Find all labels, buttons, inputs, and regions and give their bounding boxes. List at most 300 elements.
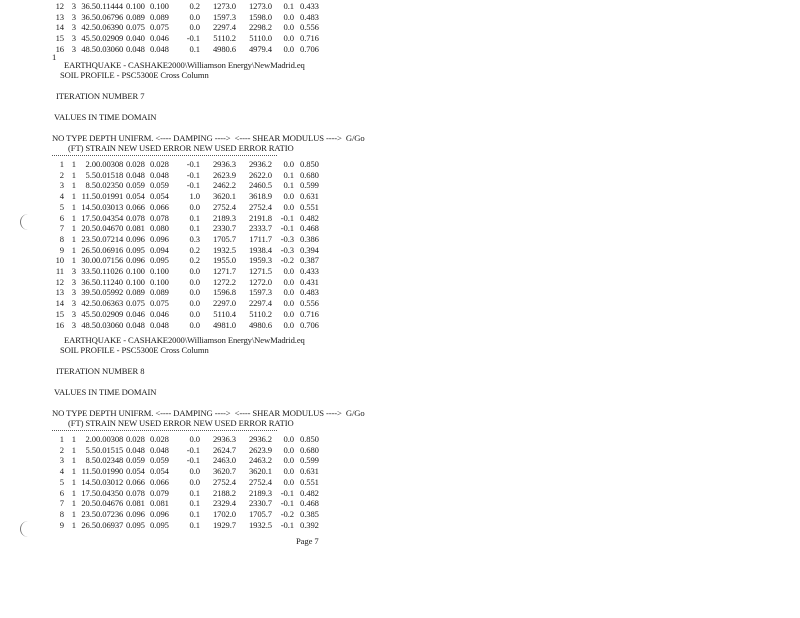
table-cell: 0.0 — [189, 466, 200, 477]
table-cell: 4980.6 — [248, 319, 272, 330]
table-cell: 0.04670 — [96, 223, 124, 234]
header-rule — [52, 155, 277, 156]
table-cell: 0.089 — [126, 287, 145, 298]
table-cell: 2622.0 — [248, 169, 272, 180]
table-cell: 0.054 — [126, 466, 145, 477]
table-cell: -0.1 — [280, 212, 294, 223]
table-cell: 0.048 — [150, 169, 169, 180]
table-cell: 0.0 — [283, 276, 294, 287]
table-cell: 1 — [71, 455, 76, 466]
table-cell: 0.599 — [300, 180, 319, 191]
table-cell: 0.06916 — [96, 244, 124, 255]
table-cell: 0.06363 — [96, 298, 124, 309]
table-cell: 0.059 — [150, 455, 169, 466]
table-cell: 3 — [71, 276, 76, 287]
table-cell: 0.066 — [150, 201, 169, 212]
table-cell: 2462.2 — [212, 180, 236, 191]
table-cell: 0.078 — [150, 212, 169, 223]
table-cell: 0.0 — [283, 159, 294, 169]
table-row — [0, 191, 340, 201]
table-row — [0, 466, 340, 476]
table-cell: 0.0 — [189, 308, 200, 319]
page-number: Page 7 — [296, 536, 319, 546]
table-cell: 16 — [55, 43, 64, 54]
table-cell: 0.096 — [126, 508, 145, 519]
table-cell: 0.631 — [300, 466, 319, 477]
table-cell: 0.551 — [300, 201, 319, 212]
table-cell: 11 — [55, 266, 64, 276]
table-cell: 0.0 — [283, 201, 294, 212]
table-row — [0, 287, 340, 297]
table-cell: 2191.8 — [248, 212, 272, 223]
table-row — [0, 44, 340, 54]
table-cell: 0.066 — [126, 201, 145, 212]
table-cell: 0.06796 — [96, 11, 124, 22]
table-cell: 0.0 — [189, 287, 200, 298]
table-row — [0, 213, 340, 223]
table-cell: 0.07214 — [96, 233, 124, 244]
table-cell: 0.00308 — [96, 159, 124, 169]
table-cell: 0.0 — [283, 287, 294, 298]
table-cell: 36.5 — [81, 11, 96, 22]
table-cell: 3 — [59, 180, 64, 191]
table-cell: 0.631 — [300, 191, 319, 202]
table-cell: 0.0 — [283, 455, 294, 466]
table-cell: 1.0 — [189, 191, 200, 202]
table-cell: 0.048 — [150, 444, 169, 455]
table-cell: 3 — [71, 319, 76, 330]
table-cell: 0.716 — [300, 33, 319, 44]
table-cell: 1 — [71, 223, 76, 234]
table-cell: 0.066 — [126, 476, 145, 487]
table-cell: 0.1 — [189, 508, 200, 519]
table-cell: 2624.7 — [212, 444, 236, 455]
table-cell: 26.5 — [81, 519, 96, 530]
table-row — [0, 22, 340, 32]
table-cell: 0.028 — [126, 434, 145, 444]
table-cell: 3 — [71, 298, 76, 309]
table-cell: 0.0 — [283, 191, 294, 202]
table-cell: 0.0 — [283, 43, 294, 54]
table-cell: -0.1 — [280, 487, 294, 498]
table-cell: 0.075 — [126, 22, 145, 33]
table-cell: 6 — [59, 487, 64, 498]
table-cell: 15 — [55, 33, 64, 44]
soil-profile-line: SOIL PROFILE - PSC5300E Cross Column — [60, 70, 209, 80]
table-cell: 33.5 — [81, 266, 96, 276]
table-cell: 0.081 — [150, 498, 169, 509]
table-cell: 0.1 — [283, 180, 294, 191]
table-cell: 0.096 — [150, 233, 169, 244]
table-cell: 14 — [55, 22, 64, 33]
table-cell: 1932.5 — [212, 244, 236, 255]
table-cell: 0.1 — [189, 223, 200, 234]
table-cell: 13 — [55, 287, 64, 298]
table-cell: 0.0 — [189, 298, 200, 309]
table-cell: 0.094 — [150, 244, 169, 255]
table-cell: 0.054 — [126, 191, 145, 202]
table-cell: 3 — [71, 11, 76, 22]
table-cell: 0.054 — [150, 191, 169, 202]
table-cell: 9 — [59, 519, 64, 530]
table-cell: -0.1 — [280, 223, 294, 234]
table-cell: 2 — [59, 444, 64, 455]
table-cell: 0.0 — [283, 11, 294, 22]
table-row — [0, 434, 340, 444]
table-cell: 1 — [71, 169, 76, 180]
table-cell: 0.1 — [189, 487, 200, 498]
table-cell: 48.5 — [81, 319, 96, 330]
table-cell: 1 — [71, 434, 76, 444]
table-row — [0, 245, 340, 255]
table-cell: 2936.2 — [248, 434, 272, 444]
soil-profile-line: SOIL PROFILE - PSC5300E Cross Column — [60, 345, 209, 355]
table-row — [0, 202, 340, 212]
table-cell: 1 — [71, 159, 76, 169]
table-cell: 5110.2 — [249, 308, 272, 319]
table-cell: 0.01991 — [96, 191, 124, 202]
table-cell: 0.054 — [150, 466, 169, 477]
header-rule — [52, 430, 277, 431]
table-cell: 1 — [71, 444, 76, 455]
table-row — [0, 477, 340, 487]
table-cell: 0.433 — [300, 266, 319, 276]
table-cell: 2333.7 — [248, 223, 272, 234]
table-cell: 3618.9 — [248, 191, 272, 202]
table-row — [0, 520, 340, 530]
table-cell: 23.5 — [81, 508, 96, 519]
table-cell: 0.100 — [126, 276, 145, 287]
table-cell: 0.2 — [189, 255, 200, 266]
table-cell: 0.0 — [189, 22, 200, 33]
table-row — [0, 12, 340, 22]
table-cell: 0.03012 — [96, 476, 124, 487]
table-cell: 0.706 — [300, 43, 319, 54]
table-cell: 3620.1 — [248, 466, 272, 477]
table-cell: 2936.2 — [248, 159, 272, 169]
table-cell: 15 — [55, 308, 64, 319]
table-cell: 5.5 — [85, 444, 96, 455]
earthquake-line: EARTHQUAKE - CASHAKE2000\Williamson Energy\NewMadrid.eq — [64, 60, 305, 70]
table-cell: 2936.3 — [212, 159, 236, 169]
table-cell: 0.01515 — [96, 444, 124, 455]
table-cell: 3620.1 — [212, 191, 236, 202]
table-cell: 1955.0 — [212, 255, 236, 266]
table-cell: 0.089 — [150, 11, 169, 22]
table-cell: 1 — [71, 180, 76, 191]
table-cell: 2297.4 — [248, 298, 272, 309]
table-cell: 0.394 — [300, 244, 319, 255]
table-cell: 4981.0 — [212, 319, 236, 330]
table-cell: 0.096 — [126, 233, 145, 244]
table-cell: -0.1 — [280, 519, 294, 530]
table-cell: 0.07236 — [96, 508, 124, 519]
table-cell: 1272.2 — [212, 276, 236, 287]
table-cell: 0.03060 — [96, 319, 124, 330]
table-cell: 11.5 — [81, 466, 96, 477]
table-row — [0, 498, 340, 508]
table-cell: -0.3 — [280, 244, 294, 255]
table-cell: 0.04676 — [96, 498, 124, 509]
table-cell: 5110.2 — [213, 33, 236, 44]
table-cell: 1273.0 — [212, 1, 236, 11]
table-cell: 14.5 — [81, 201, 96, 212]
table-cell: 2189.3 — [248, 487, 272, 498]
table-cell: 0.100 — [126, 1, 145, 11]
table-cell: -0.2 — [280, 255, 294, 266]
table-cell: 0.680 — [300, 169, 319, 180]
table-cell: 20.5 — [81, 223, 96, 234]
table-cell: 0.11240 — [96, 276, 123, 287]
table-cell: 0.046 — [126, 308, 145, 319]
table-cell: 0.03013 — [96, 201, 124, 212]
table-cell: 0.0 — [189, 201, 200, 212]
table-cell: 0.089 — [150, 287, 169, 298]
table-row — [0, 298, 340, 308]
table-cell: 0.048 — [126, 444, 145, 455]
table-cell: 0.0 — [189, 276, 200, 287]
table-cell: 0.0 — [283, 466, 294, 477]
table-cell: 39.5 — [81, 287, 96, 298]
table-cell: 1 — [71, 466, 76, 477]
table-cell: 0.11444 — [96, 1, 123, 11]
table-cell: 0.066 — [150, 476, 169, 487]
table-row — [0, 33, 340, 43]
table-cell: 36.5 — [81, 276, 96, 287]
table-cell: 0.0 — [189, 266, 200, 276]
table-row — [0, 445, 340, 455]
table-cell: 1 — [71, 487, 76, 498]
table-cell: 1938.4 — [248, 244, 272, 255]
table-cell: 6 — [59, 212, 64, 223]
table-cell: 16 — [55, 319, 64, 330]
table-cell: 5 — [59, 201, 64, 212]
table-cell: 1 — [71, 244, 76, 255]
table-cell: 2460.5 — [248, 180, 272, 191]
table-cell: 0.468 — [300, 223, 319, 234]
table-cell: 0.100 — [150, 1, 169, 11]
table-cell: 2623.9 — [248, 444, 272, 455]
table-cell: 1705.7 — [212, 233, 236, 244]
table-row — [0, 488, 340, 498]
table-cell: 0.0 — [283, 22, 294, 33]
table-cell: 0.01990 — [96, 466, 124, 477]
table-cell: 45.5 — [81, 308, 96, 319]
stray-mark: 1 — [52, 52, 57, 62]
table-cell: 0.06390 — [96, 22, 124, 33]
table-cell: 2623.9 — [212, 169, 236, 180]
table-cell: 42.5 — [81, 22, 96, 33]
iteration-number: ITERATION NUMBER 8 — [56, 366, 145, 376]
table-cell: 3 — [71, 287, 76, 298]
table-row — [0, 255, 340, 265]
table-cell: 2.0 — [85, 159, 96, 169]
table-cell: -0.3 — [280, 233, 294, 244]
table-cell: 0.075 — [126, 298, 145, 309]
table-cell: 17.5 — [81, 487, 96, 498]
table-cell: 5110.0 — [249, 33, 272, 44]
table-cell: 0.04354 — [96, 212, 124, 223]
table-cell: 0.04350 — [96, 487, 124, 498]
table-cell: 0.05992 — [96, 287, 124, 298]
table-cell: 7 — [59, 498, 64, 509]
table-cell: 3 — [71, 308, 76, 319]
table-cell: 0.06937 — [96, 519, 124, 530]
table-cell: 2297.4 — [212, 22, 236, 33]
table-cell: 0.1 — [189, 212, 200, 223]
table-cell: 0.079 — [150, 487, 169, 498]
table-cell: -0.1 — [186, 33, 200, 44]
table-cell: 36.5 — [81, 1, 96, 11]
table-cell: 45.5 — [81, 33, 96, 44]
table-cell: 4 — [59, 466, 64, 477]
table-cell: 0.386 — [300, 233, 319, 244]
table-cell: 0.483 — [300, 11, 319, 22]
table-cell: 0.075 — [150, 298, 169, 309]
table-cell: 0.680 — [300, 444, 319, 455]
table-cell: 1711.7 — [249, 233, 272, 244]
table-cell: 0.048 — [126, 169, 145, 180]
table-header-2: (FT) STRAIN NEW USED ERROR NEW USED ERROR RATIO — [68, 418, 294, 428]
table-cell: 0.483 — [300, 287, 319, 298]
table-cell: 0.385 — [300, 508, 319, 519]
table-cell: 1272.0 — [248, 276, 272, 287]
table-cell: 0.028 — [150, 434, 169, 444]
table-cell: 2330.7 — [248, 498, 272, 509]
table-cell: 5.5 — [85, 169, 96, 180]
table-cell: 0.433 — [300, 1, 319, 11]
table-cell: 0.081 — [126, 223, 145, 234]
table-cell: 48.5 — [81, 43, 96, 54]
table-cell: 0.059 — [150, 180, 169, 191]
earthquake-line: EARTHQUAKE - CASHAKE2000\Williamson Energy\NewMadrid.eq — [64, 335, 305, 345]
table-cell: 0.706 — [300, 319, 319, 330]
table-cell: 0.850 — [300, 434, 319, 444]
table-cell: -0.1 — [186, 180, 200, 191]
table-cell: 0.556 — [300, 298, 319, 309]
table-cell: 2188.2 — [212, 487, 236, 498]
table-cell: 0.078 — [126, 487, 145, 498]
table-cell: 1959.3 — [248, 255, 272, 266]
table-cell: 1271.5 — [248, 266, 272, 276]
table-cell: 8.5 — [85, 180, 96, 191]
table-cell: 4980.6 — [212, 43, 236, 54]
table-row — [0, 234, 340, 244]
table-cell: 11.5 — [81, 191, 96, 202]
table-cell: 0.100 — [150, 276, 169, 287]
table-cell: 0.468 — [300, 498, 319, 509]
table-cell: 1 — [71, 191, 76, 202]
table-cell: 0.0 — [189, 434, 200, 444]
table-row — [0, 1, 340, 11]
table-cell: 2936.3 — [212, 434, 236, 444]
table-cell: 8 — [59, 233, 64, 244]
table-cell: 1 — [71, 519, 76, 530]
table-cell: 0.028 — [126, 159, 145, 169]
table-cell: 1 — [71, 476, 76, 487]
table-cell: 0.0 — [189, 319, 200, 330]
table-cell: 0.080 — [150, 223, 169, 234]
table-cell: 1596.8 — [212, 287, 236, 298]
table-cell: 0.556 — [300, 22, 319, 33]
table-cell: 0.02909 — [96, 308, 124, 319]
table-cell: 10 — [55, 255, 64, 266]
table-cell: -0.2 — [280, 508, 294, 519]
table-cell: 0.1 — [189, 498, 200, 509]
table-cell: 0.040 — [126, 33, 145, 44]
table-cell: 0.482 — [300, 487, 319, 498]
table-cell: 0.716 — [300, 308, 319, 319]
table-cell: 0.095 — [150, 519, 169, 530]
table-row — [0, 509, 340, 519]
table-row — [0, 320, 340, 330]
table-cell: 3 — [71, 266, 76, 276]
table-header-2: (FT) STRAIN NEW USED ERROR NEW USED ERROR RATIO — [68, 143, 294, 153]
table-cell: 2297.0 — [212, 298, 236, 309]
table-cell: 1 — [71, 508, 76, 519]
table-cell: 3 — [71, 22, 76, 33]
table-cell: 2329.4 — [212, 498, 236, 509]
table-cell: 0.07156 — [96, 255, 124, 266]
table-cell: 9 — [59, 244, 64, 255]
table-cell: -0.1 — [280, 498, 294, 509]
table-cell: 0.048 — [150, 319, 169, 330]
table-cell: 8.5 — [85, 455, 96, 466]
table-cell: 0.02348 — [96, 455, 124, 466]
table-cell: 0.0 — [283, 298, 294, 309]
table-cell: 5110.4 — [213, 308, 236, 319]
table-row — [0, 170, 340, 180]
table-cell: 0.0 — [283, 476, 294, 487]
table-cell: 0.02350 — [96, 180, 124, 191]
table-cell: 1271.7 — [212, 266, 236, 276]
table-cell: 26.5 — [81, 244, 96, 255]
table-cell: 1705.7 — [248, 508, 272, 519]
table-cell: 0.00308 — [96, 434, 124, 444]
table-cell: 0.1 — [189, 43, 200, 54]
table-cell: 2.0 — [85, 434, 96, 444]
table-cell: 1597.3 — [248, 287, 272, 298]
iteration-number: ITERATION NUMBER 7 — [56, 91, 145, 101]
table-cell: 1597.3 — [212, 11, 236, 22]
table-cell: 0.0 — [283, 434, 294, 444]
table-cell: 1 — [71, 201, 76, 212]
table-cell: 13 — [55, 11, 64, 22]
table-cell: 0.551 — [300, 476, 319, 487]
table-cell: 0.1 — [283, 169, 294, 180]
table-cell: 12 — [55, 1, 64, 11]
table-cell: 0.3 — [189, 233, 200, 244]
table-cell: 0.431 — [300, 276, 319, 287]
table-cell: 0.850 — [300, 159, 319, 169]
table-cell: 2752.4 — [212, 201, 236, 212]
table-cell: 0.2 — [189, 1, 200, 11]
table-cell: 0.03060 — [96, 43, 124, 54]
table-cell: 1932.5 — [248, 519, 272, 530]
table-cell: 0.089 — [126, 11, 145, 22]
table-cell: 2298.2 — [248, 22, 272, 33]
table-cell: 1 — [71, 255, 76, 266]
table-cell: 1 — [71, 233, 76, 244]
table-cell: 0.482 — [300, 212, 319, 223]
table-cell: 30.0 — [81, 255, 96, 266]
table-cell: 0.1 — [283, 1, 294, 11]
table-row — [0, 455, 340, 465]
table-cell: 7 — [59, 223, 64, 234]
table-cell: 1598.0 — [248, 11, 272, 22]
table-cell: 0.046 — [150, 308, 169, 319]
table-cell: 0.048 — [126, 319, 145, 330]
